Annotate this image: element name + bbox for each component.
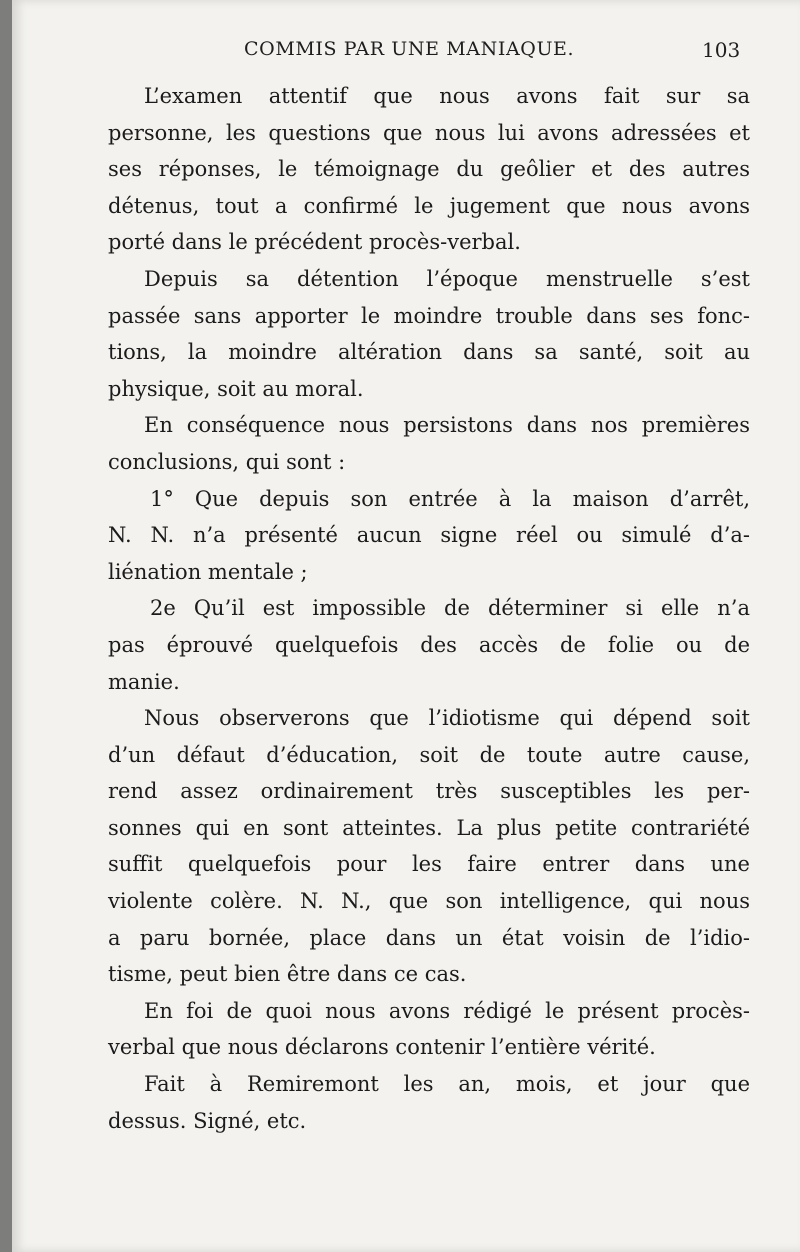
- text-line: Nous observerons que l’idiotisme qui dépend soit: [144, 706, 750, 731]
- text-line: d’un défaut d’éducation, soit de toute autre cause,: [108, 742, 750, 767]
- text-line: physique, soit au moral.: [108, 376, 364, 401]
- text-line: En conséquence nous persistons dans nos premières: [144, 413, 750, 438]
- text-line: manie.: [108, 669, 180, 694]
- text-line: porté dans le précédent procès-verbal.: [108, 230, 521, 255]
- text-line: violente colère. N. N., que son intelligence, qui nous: [108, 889, 750, 914]
- text-line: conclusions, qui sont :: [108, 449, 346, 474]
- text-line: détenus, tout a confirmé le jugement que nous avons: [108, 193, 750, 218]
- text-line: ses réponses, le témoignage du geôlier et des autres: [108, 157, 750, 182]
- text-line: personne, les questions que nous lui avons adressées et: [108, 120, 750, 145]
- text-line: En foi de quoi nous avons rédigé le présent procès-: [144, 998, 750, 1023]
- text-line: Depuis sa détention l’époque menstruelle s’est: [144, 266, 750, 291]
- text-line: tions, la moindre altération dans sa santé, soit au: [108, 340, 750, 365]
- text-line: pas éprouvé quelquefois des accès de folie ou de: [108, 632, 750, 657]
- text-line: 2e Qu’il est impossible de déterminer si elle n’a: [150, 596, 750, 621]
- text-line: rend assez ordinairement très susceptibles les per-: [108, 779, 750, 804]
- text-line: a paru bornée, place dans un état voisin de l’idio-: [108, 925, 750, 950]
- text-line: L’examen attentif que nous avons fait sur sa: [144, 84, 750, 108]
- text-line: Fait à Remiremont les an, mois, et jour que: [144, 1072, 750, 1097]
- page-number: 103: [702, 38, 741, 62]
- book-page: [12, 0, 800, 1252]
- text-line: 1° Que depuis son entrée à la maison d’arrêt,: [150, 486, 750, 511]
- running-head: COMMIS PAR UNE MANIAQUE.: [244, 38, 575, 60]
- text-line: verbal que nous déclarons contenir l’entière vérité.: [108, 1035, 656, 1060]
- body-text: [108, 78, 750, 1139]
- text-line: tisme, peut bien être dans ce cas.: [108, 962, 467, 987]
- text-line: passée sans apporter le moindre trouble dans ses fonc-: [108, 303, 750, 328]
- text-line: N. N. n’a présenté aucun signe réel ou simulé d’a-: [108, 523, 750, 548]
- text-line: suffit quelquefois pour les faire entrer dans une: [108, 852, 750, 877]
- text-line: dessus. Signé, etc.: [108, 1108, 307, 1133]
- text-line: sonnes qui en sont atteintes. La plus petite contrariété: [108, 815, 750, 840]
- text-line: liénation mentale ;: [108, 559, 308, 584]
- page-header: [12, 38, 800, 68]
